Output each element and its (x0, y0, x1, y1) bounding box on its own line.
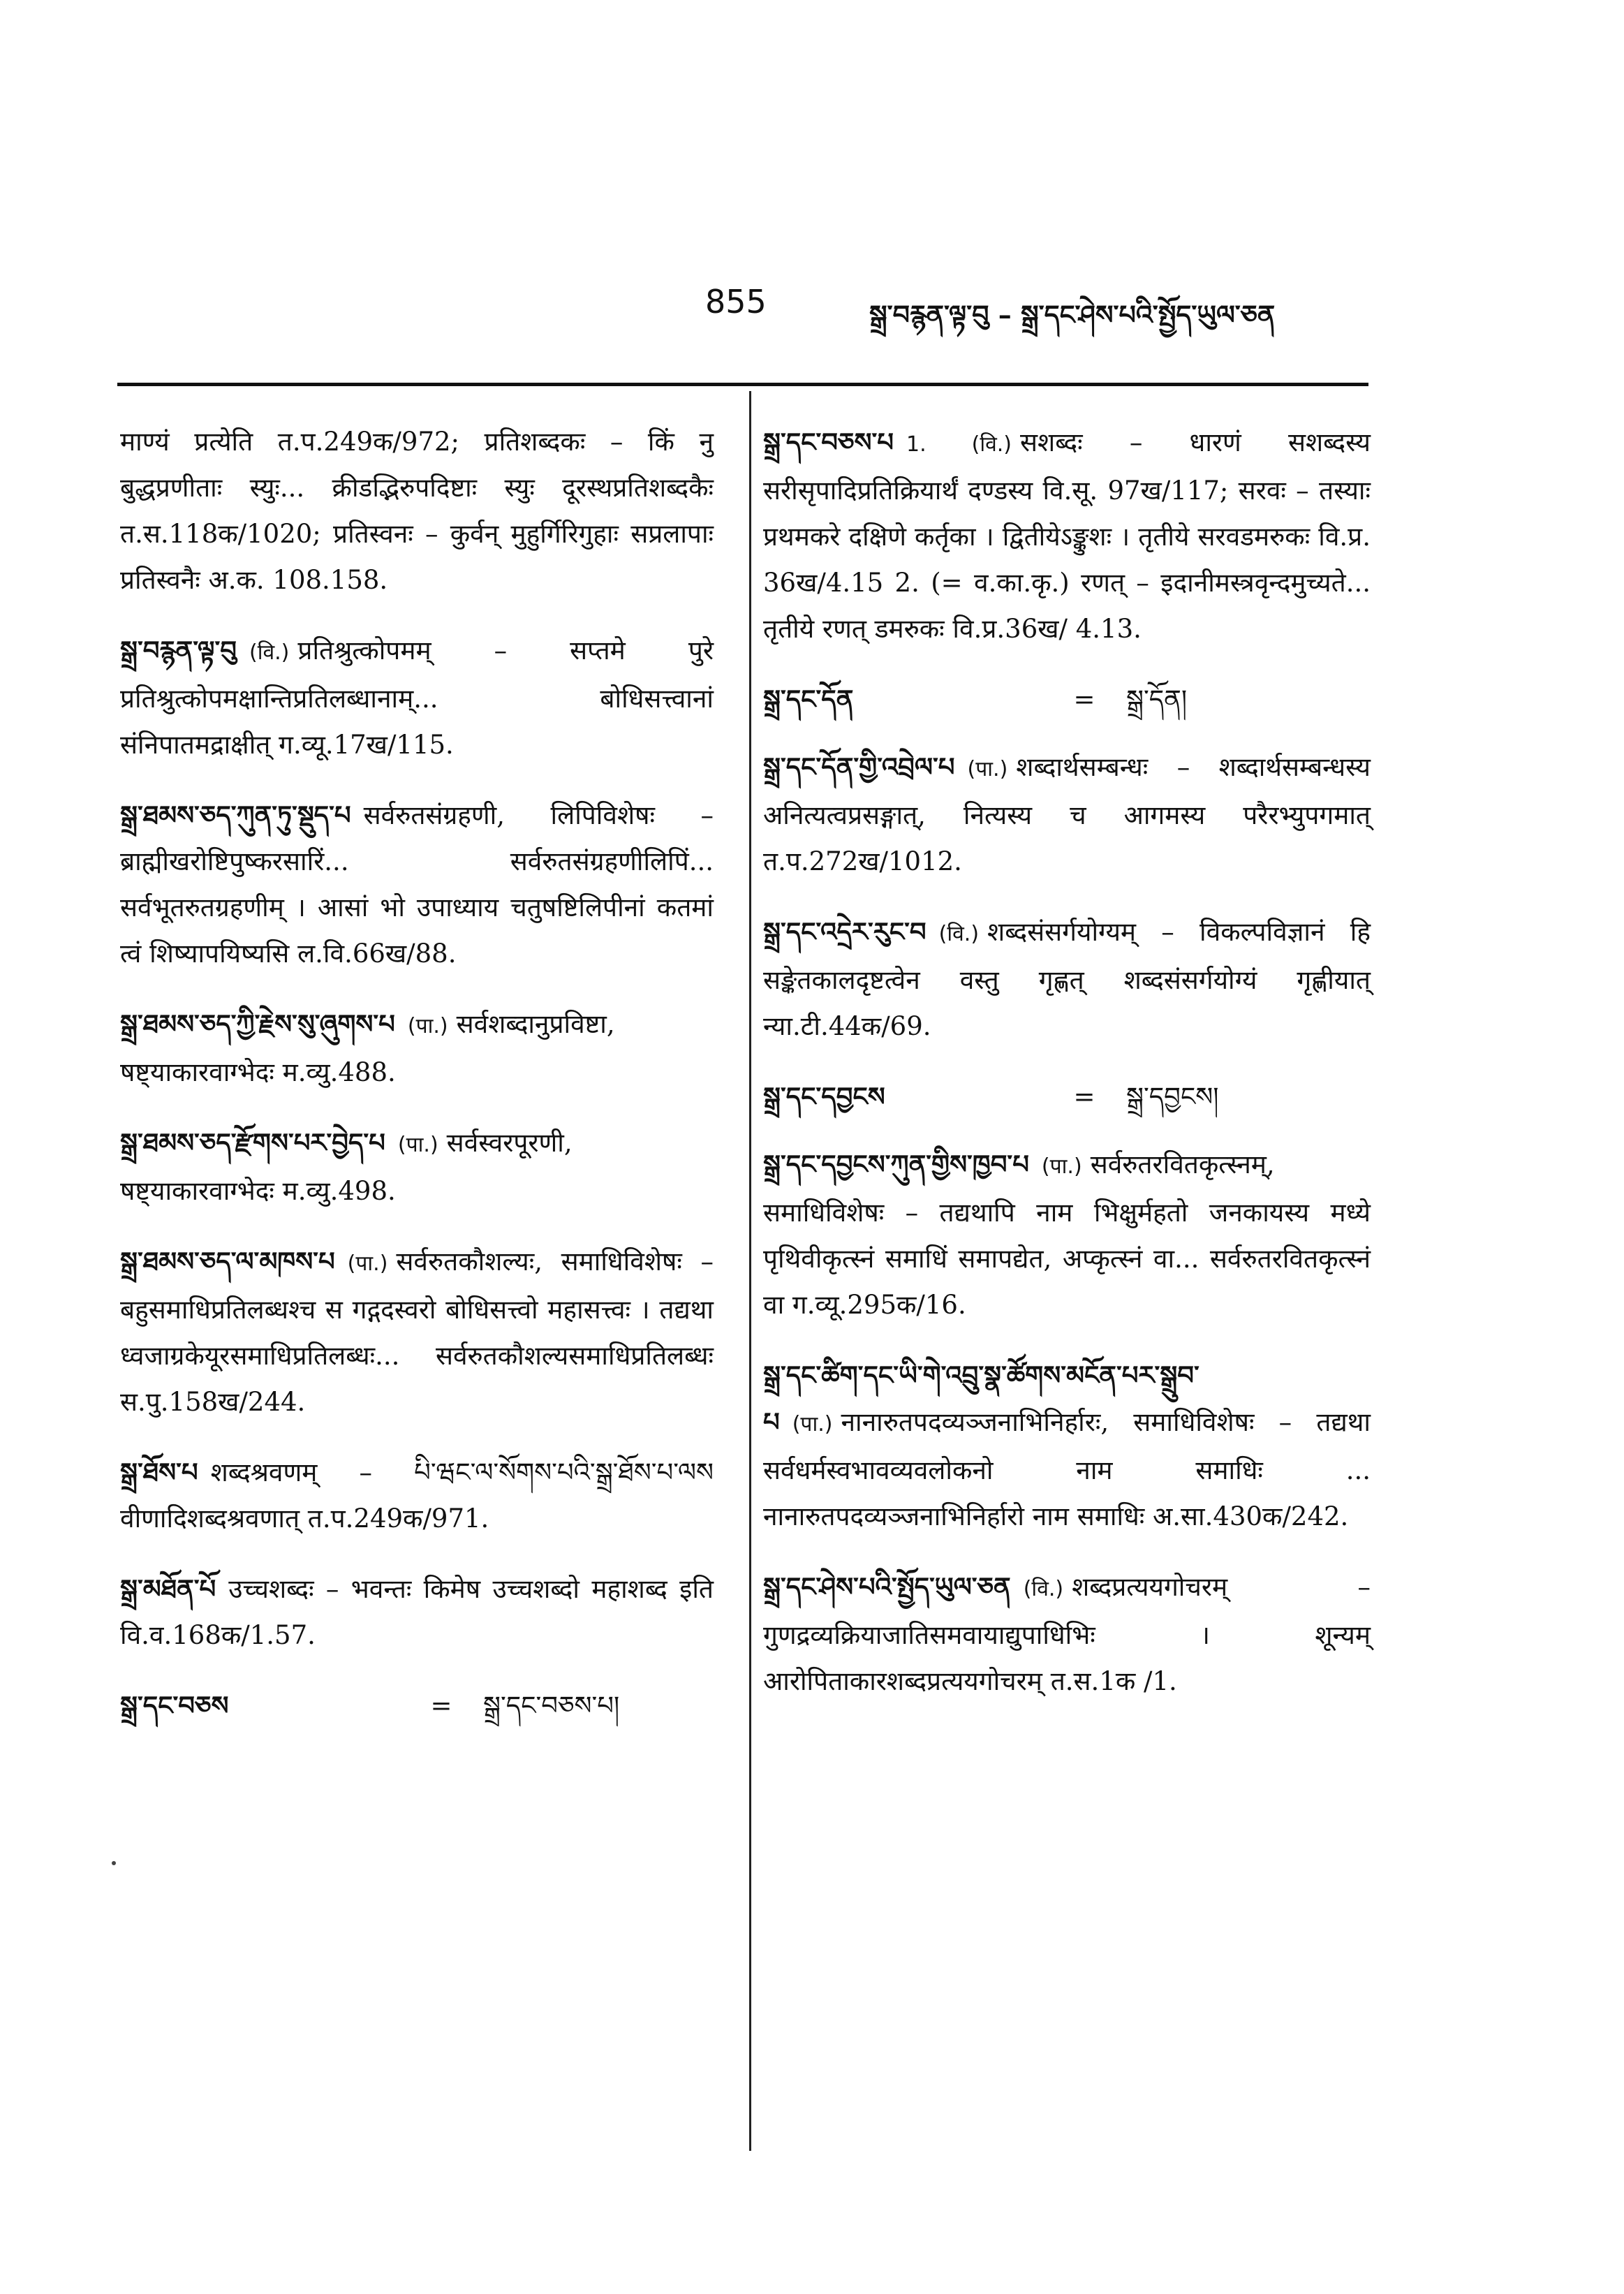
entry-definition: माण्यं प्रत्येति त.प.249क/972; प्रतिशब्दकः – किं नु बुद्धप्रणीताः स्युः... क्रीडद्भिरुपदिष्टाः स्युः दूरस्थप्रतिशब्दकैः त.स.118क/1020; प्रतिस्वनः – कुर्वन् मुहुर्गिरिगुहाः सप्रलापाः प्रतिस्वनैः अ.क. 108.158. (120, 427, 714, 595)
entry-headword: སྒྲ་ཐམས་ཅད་རྫོགས་པར་བྱེད་པ (120, 1127, 385, 1158)
entry-grammar-label: (पा.) (1041, 1154, 1082, 1179)
entry-headword: སྒྲ་ཐོས་པ (120, 1457, 198, 1487)
xref-headword: སྒྲ་དང་དབྱངས (763, 1081, 885, 1112)
entry-headword: སྒྲ་ཐམས་ཅད་ཀུན་ཏུ་སྡུད་པ (120, 800, 351, 830)
xref-equals: = (1073, 684, 1095, 714)
entry-headword: སྒྲ་དང་འདྲེར་རུང་བ (763, 916, 927, 947)
cross-reference (120, 1682, 714, 1729)
entry-headword: སྒྲ་དང་དོན་གྱི་འབྲེལ་པ (763, 751, 955, 782)
header-rule (117, 383, 1368, 386)
dictionary-entry (763, 1564, 1371, 1705)
dictionary-entry (763, 1352, 1371, 1540)
entry-headword: སྒྲ་བརྙན་ལྟ་བུ (120, 635, 237, 666)
xref-target: སྒྲ་དོན། (1126, 684, 1188, 714)
entry-grammar-label: (पा.) (347, 1251, 388, 1276)
dictionary-entry (120, 1238, 714, 1425)
xref-equals: = (1073, 1082, 1095, 1112)
entry-definition: सशब्दः – धारणं सशब्दस्य सरीसृपादिप्रतिक्रियार्थं दण्डस्य वि.सू. 97ख/117; सरवः – तस्याः प्रथमकरे दक्षिणे कर्तृका । द्वितीयेऽङ्कुशः । तृतीये सरवडमरुकः वि.प्र. 36ख/4.15 2. (= व.का.कृ.) रणत् – इदानीमस्त्रवृन्दमुच्यते... तृतीये रणत् डमरुकः वि.प्र.36ख/ 4.13. (763, 427, 1371, 644)
entry-grammar-label: 1. (वि.) (906, 432, 1012, 457)
entry-headword: སྒྲ་དང་དབྱངས་ཀུན་གྱིས་ཁྱབ་པ (763, 1149, 1029, 1179)
entry-grammar-label: (पा.) (967, 757, 1008, 781)
running-head: སྒྲ་བརྙན་ལྟ་བུ – སྒྲ་དང་ཤེས་པའི་སྤྱོད་ཡུལ་ཅན (869, 299, 1276, 330)
xref-target: སྒྲ་དང་བཅས་པ། (483, 1691, 620, 1721)
entry-definition: शब्दार्थसम्बन्धः – शब्दार्थसम्बन्धस्य अनित्यत्वप्रसङ्गात्, नित्यस्य च आगमस्य परैरभ्युपगमात् त.प.272ख/1012. (763, 752, 1371, 876)
dictionary-entry (120, 792, 714, 977)
entry-grammar-label: (वि.) (1023, 1577, 1064, 1601)
entry-definition: शब्दसंसर्गयोग्यम् – विकल्पविज्ञानं हि सङ्केतकालदृष्टत्वेन वस्तु गृह्णत् शब्दसंसर्गयोग्यं गृह्णीयात् न्या.टी.44क/69. (763, 917, 1371, 1041)
entry-headword: སྒྲ་དང་ཚིག་དང་ཡི་གེ་འབྲུ་སྣ་ཚོགས་མངོན་པར་སྒྲུབ་པ (763, 1360, 1199, 1437)
entry-definition: सर्वरुतकौशल्यः, समाधिविशेषः – बहुसमाधिप्रतिलब्धश्च स गद्गदस्वरो बोधिसत्त्वो महासत्त्वः । तद्यथा ध्वजाग्रकेयूरसमाधिप्रतिलब्धः... सर्वरुतकौशल्यसमाधिप्रतिलब्धः स.पु.158ख/244. (120, 1247, 714, 1417)
entry-grammar-label: (वि.) (938, 922, 980, 946)
dictionary-entry (120, 627, 714, 768)
entry-definition: प्रतिश्रुत्कोपमम् – सप्तमे पुरे प्रतिश्रुत्कोपमक्षान्तिप्रतिलब्धानाम्... बोधिसत्त्वानां संनिपातमद्राक्षीत् ग.व्यू.17ख/115. (120, 635, 714, 760)
entry-definition: उच्चशब्दः – भवन्तः किमेष उच्चशब्दो महाशब्द इति वि.व.168क/1.57. (120, 1574, 714, 1650)
entry-grammar-label: (पा.) (407, 1014, 448, 1038)
entry-definition: शब्दप्रत्ययगोचरम् – गुणद्रव्यक्रियाजातिसमवायाद्युपाधिभिः । शून्यम् आरोपिताकारशब्दप्रत्ययगोचरम् त.स.1क /1. (763, 1572, 1371, 1696)
dictionary-entry (120, 1566, 714, 1659)
entry-definition: नानारुतपदव्यञ्जनाभिनिर्हारः, समाधिविशेषः – तद्यथा सर्वधर्मस्वभावव्यवलोकनो नाम समाधिः ... नानारुतपदव्यञ्जनाभिनिर्हारो नाम समाधिः अ.सा.430क/242. (763, 1407, 1371, 1531)
entry-definition: सर्वशब्दानुप्रविष्टा, षष्ट्याकारवाग्भेदः म.व्यु.488. (120, 1009, 615, 1087)
cross-reference (763, 676, 1371, 723)
entry-headword: སྒྲ་དང་ཤེས་པའི་སྤྱོད་ཡུལ་ཅན (763, 1571, 1011, 1602)
entry-definition: सर्वरुतसंग्रहणी, लिपिविशेषः – ब्राह्मीखरोष्टिपुष्करसारिं... सर्वरुतसंग्रहणीलिपिं... सर्वभूतरुतग्रहणीम् । आसां भो उपाध्याय चतुषष्टिलिपीनां कतमां त्वं शिष्यापयिष्यसि ल.वि.66ख/88. (120, 800, 714, 969)
dictionary-entry (763, 744, 1371, 885)
cross-reference (763, 1073, 1371, 1120)
dictionary-entry (763, 419, 1371, 652)
entry-headword: སྒྲ་ཐམས་ཅད་ལ་མཁས་པ (120, 1246, 335, 1277)
entry-grammar-label: (पा.) (792, 1412, 833, 1436)
xref-target: སྒྲ་དབྱངས། (1126, 1082, 1219, 1112)
left-column (120, 419, 714, 1750)
xref-headword: སྒྲ་དང་དོན (763, 684, 854, 714)
entry-headword: སྒྲ་ཐམས་ཅད་ཀྱི་རྗེས་སུ་ཞུགས་པ (120, 1008, 395, 1039)
page-number: 855 (705, 283, 767, 321)
page-header (0, 283, 1624, 346)
right-column (763, 419, 1371, 1728)
dictionary-entry (763, 1141, 1371, 1328)
dictionary-entry (120, 1449, 714, 1542)
dictionary-entry (120, 419, 714, 603)
column-divider (749, 391, 751, 2151)
xref-equals: = (430, 1691, 452, 1721)
dictionary-entry (120, 1001, 714, 1096)
xref-headword: སྒྲ་དང་བཅས (120, 1690, 229, 1721)
entry-headword: སྒྲ་མཐོན་པོ (120, 1573, 216, 1604)
entry-definition: शब्दश्रवणम् – པི་ཝང་ལ་སོགས་པའི་སྒྲ་ཐོས་པ་ལས वीणादिशब्दश्रवणात् त.प.249क/971. (120, 1457, 714, 1534)
entry-definition: सर्वस्वरपूरणी, षष्ट्याकारवाग्भेदः म.व्यु.498. (120, 1128, 573, 1206)
entry-grammar-label: (वि.) (249, 640, 290, 665)
dictionary-entry (763, 909, 1371, 1050)
entry-definition: सर्वरुतरवितकृत्स्नम्, समाधिविशेषः – तद्यथापि नाम भिक्षुर्महतो जनकायस्य मध्ये पृथिवीकृत्स्नं समाधिं समापद्येत, अप्कृत्स्नं वा... सर्वरुतरवितकृत्स्नं वा ग.व्यू.295क/16. (763, 1149, 1371, 1320)
margin-mark (112, 1861, 116, 1865)
dictionary-entry (120, 1119, 714, 1214)
entry-grammar-label: (पा.) (397, 1133, 438, 1157)
entry-headword: སྒྲ་དང་བཅས་པ (763, 427, 894, 457)
